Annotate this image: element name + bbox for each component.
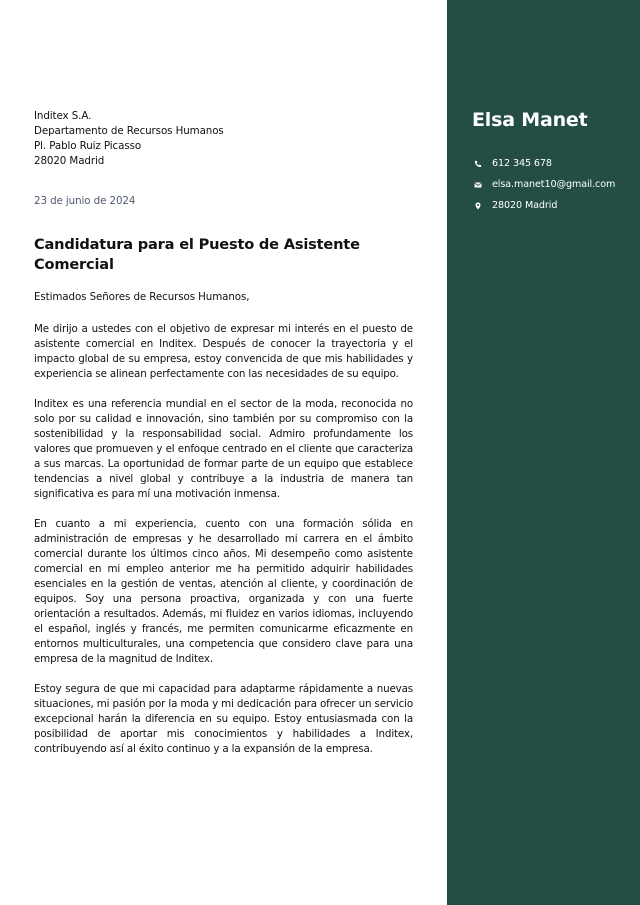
paragraph: En cuanto a mi experiencia, cuento con una formación sólida en administración de empresas y he desarrollado mi carrera en el ámbito comercial durante los últimos cinco años. Mi desempeño como asistente comercial en mi empleo anterior me ha permitido adquirir habilidades esenciales en la gestión de ventas, atención al cliente, y coordinación de equipos. Soy una persona proactiva, organizada y con una fuerte orientación a resultados. Además, mi fluidez en varios idiomas, incluyendo el español, inglés y francés, me permiten comunicarme eficazmente en entornos multiculturales, una competencia que considero clave para una empresa de la magnitud de Inditex. [34, 518, 413, 665]
letter-paragraphs [34, 322, 413, 772]
paragraph: Estoy segura de que mi capacidad para adaptarme rápidamente a nuevas situaciones, mi pasión por la moda y mi dedicación para ofrecer un servicio excepcional harán la diferencia en su equipo. Estoy entusiasmada con la posibilidad de aportar mis conocimientos y habilidades a Inditex, contribuyendo así al éxito continuo y a la expansión de la empresa. [34, 683, 413, 755]
letter-date: 23 de junio de 2024 [34, 195, 136, 207]
letter-greeting: Estimados Señores de Recursos Humanos, [34, 291, 250, 303]
letter-subject: Candidatura para el Puesto de Asistente Comercial [34, 236, 360, 273]
letter-body [34, 0, 413, 905]
recipient-street: Pl. Pablo Ruiz Picasso [34, 140, 142, 152]
email-contact [474, 179, 615, 190]
phone-icon [474, 160, 482, 168]
email-address: elsa.manet10@gmail.com [492, 179, 616, 190]
contact-sidebar [447, 0, 640, 905]
sender-name: Elsa Manet [472, 109, 588, 131]
recipient-address [34, 109, 224, 169]
phone-number: 612 345 678 [492, 158, 552, 169]
map-pin-icon [474, 202, 482, 210]
recipient-city: 28020 Madrid [34, 155, 105, 167]
recipient-department: Departamento de Recursos Humanos [34, 125, 224, 137]
location-text: 28020 Madrid [492, 200, 558, 211]
paragraph: Me dirijo a ustedes con el objetivo de expresar mi interés en el puesto de asistente comercial en Inditex. Después de conocer la trayectoria y el impacto global de su empresa, estoy convencida de que mis habilidades y experiencia se alinean perfectamente con las necesidades de su equipo. [34, 323, 413, 380]
phone-contact [474, 158, 552, 169]
location-contact [474, 200, 557, 211]
recipient-company: Inditex S.A. [34, 110, 92, 122]
envelope-icon [474, 181, 482, 189]
paragraph: Inditex es una referencia mundial en el sector de la moda, reconocida no solo por su calidad e innovación, sino también por su compromiso con la sostenibilidad y la responsabilidad social. Admiro profundamente los valores que promueven y el enfoque centrado en el cliente que caracteriza a sus marcas. La oportunidad de formar parte de un equipo que establece tendencias a nivel global y contribuye a la industria de manera tan significativa es para mí una motivación inmensa. [34, 398, 413, 500]
